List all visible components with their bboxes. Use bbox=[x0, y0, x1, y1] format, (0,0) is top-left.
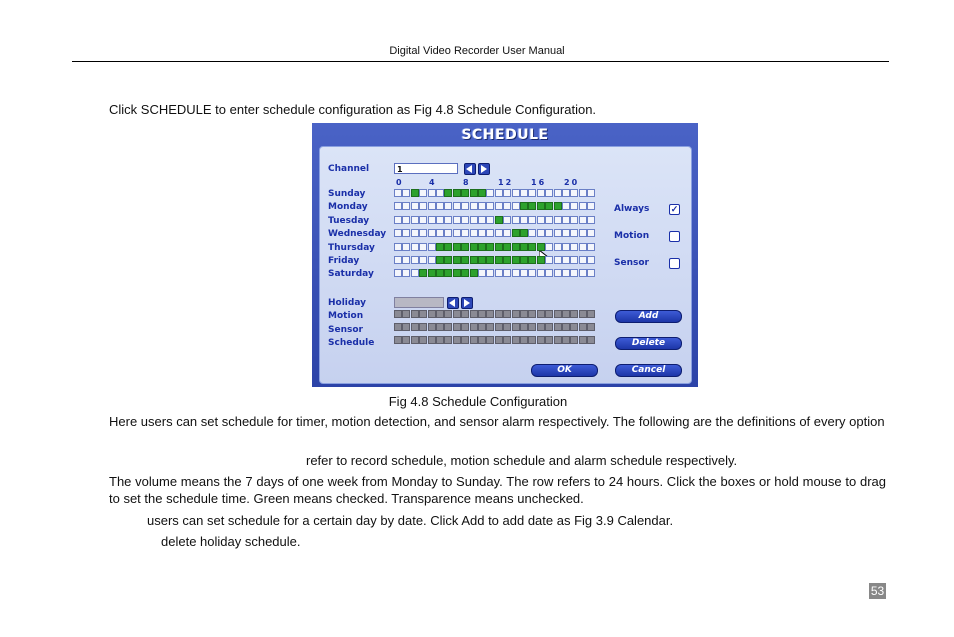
schedule-cell[interactable] bbox=[537, 256, 545, 264]
arrow-right-icon bbox=[463, 299, 471, 307]
schedule-cell[interactable] bbox=[587, 202, 595, 210]
schedule-cell[interactable] bbox=[402, 243, 410, 251]
schedule-cell[interactable] bbox=[545, 189, 553, 197]
schedule-cell[interactable] bbox=[570, 256, 578, 264]
schedule-cell[interactable] bbox=[411, 202, 419, 210]
schedule-cell[interactable] bbox=[394, 202, 402, 210]
schedule-cell[interactable] bbox=[453, 269, 461, 277]
holiday-cell[interactable] bbox=[411, 310, 419, 318]
schedule-cell[interactable] bbox=[419, 243, 427, 251]
schedule-cell[interactable] bbox=[428, 202, 436, 210]
schedule-cell[interactable] bbox=[470, 269, 478, 277]
schedule-cell[interactable] bbox=[537, 216, 545, 224]
schedule-cell[interactable] bbox=[444, 229, 452, 237]
schedule-cell[interactable] bbox=[470, 202, 478, 210]
holiday-cell[interactable] bbox=[554, 336, 562, 344]
schedule-cell[interactable] bbox=[537, 202, 545, 210]
holiday-cell[interactable] bbox=[444, 336, 452, 344]
holiday-cell[interactable] bbox=[436, 323, 444, 331]
option-motion-label: Motion bbox=[614, 231, 650, 241]
schedule-cell[interactable] bbox=[453, 216, 461, 224]
schedule-cell[interactable] bbox=[486, 256, 494, 264]
paragraph-1: Here users can set schedule for timer, motion detection, and sensor alarm respectively. The following are the definitions of every option bbox=[109, 414, 885, 429]
schedule-cell[interactable] bbox=[528, 229, 536, 237]
schedule-cell[interactable] bbox=[554, 269, 562, 277]
holiday-cell[interactable] bbox=[453, 310, 461, 318]
holiday-cell[interactable] bbox=[428, 323, 436, 331]
holiday-cell[interactable] bbox=[486, 323, 494, 331]
hour-label: 8 bbox=[463, 178, 469, 187]
schedule-cell[interactable] bbox=[486, 229, 494, 237]
schedule-cell[interactable] bbox=[394, 216, 402, 224]
schedule-cell[interactable] bbox=[528, 202, 536, 210]
schedule-cell[interactable] bbox=[461, 202, 469, 210]
schedule-cell[interactable] bbox=[579, 243, 587, 251]
holiday-cell[interactable] bbox=[512, 310, 520, 318]
holiday-cell[interactable] bbox=[537, 310, 545, 318]
add-button[interactable]: Add bbox=[615, 310, 682, 323]
schedule-cell[interactable] bbox=[478, 189, 486, 197]
schedule-cell[interactable] bbox=[419, 269, 427, 277]
schedule-cell[interactable] bbox=[587, 269, 595, 277]
page-number: 53 bbox=[870, 584, 885, 598]
schedule-cell[interactable] bbox=[419, 189, 427, 197]
holiday-cell[interactable] bbox=[520, 336, 528, 344]
schedule-cell[interactable] bbox=[461, 229, 469, 237]
schedule-cell[interactable] bbox=[470, 243, 478, 251]
schedule-cell[interactable] bbox=[402, 189, 410, 197]
schedule-cell[interactable] bbox=[444, 269, 452, 277]
schedule-cell[interactable] bbox=[503, 229, 511, 237]
schedule-cell[interactable] bbox=[495, 256, 503, 264]
schedule-cell[interactable] bbox=[537, 243, 545, 251]
schedule-cell[interactable] bbox=[503, 202, 511, 210]
schedule-cell[interactable] bbox=[579, 216, 587, 224]
schedule-cell[interactable] bbox=[495, 269, 503, 277]
day-label: Friday bbox=[328, 256, 360, 266]
holiday-cell[interactable] bbox=[562, 336, 570, 344]
holiday-cell[interactable] bbox=[503, 323, 511, 331]
holiday-cell[interactable] bbox=[570, 323, 578, 331]
schedule-cell[interactable] bbox=[545, 229, 553, 237]
holiday-cell[interactable] bbox=[411, 323, 419, 331]
holiday-cell[interactable] bbox=[554, 310, 562, 318]
schedule-cell[interactable] bbox=[453, 202, 461, 210]
schedule-cell[interactable] bbox=[520, 202, 528, 210]
schedule-cell[interactable] bbox=[512, 189, 520, 197]
channel-label: Channel bbox=[328, 164, 370, 174]
schedule-cell[interactable] bbox=[528, 256, 536, 264]
schedule-cell[interactable] bbox=[411, 229, 419, 237]
holiday-motion-label: Motion bbox=[328, 311, 364, 321]
channel-next-button[interactable] bbox=[478, 163, 490, 175]
schedule-cell[interactable] bbox=[411, 216, 419, 224]
holiday-cell[interactable] bbox=[436, 310, 444, 318]
schedule-cell[interactable] bbox=[402, 202, 410, 210]
always-checkbox[interactable]: ✓ bbox=[670, 204, 679, 214]
schedule-cell[interactable] bbox=[587, 216, 595, 224]
schedule-cell[interactable] bbox=[402, 229, 410, 237]
holiday-cell[interactable] bbox=[495, 336, 503, 344]
schedule-cell[interactable] bbox=[520, 216, 528, 224]
holiday-cell[interactable] bbox=[520, 310, 528, 318]
holiday-cell[interactable] bbox=[512, 323, 520, 331]
holiday-cell[interactable] bbox=[419, 336, 427, 344]
schedule-cell[interactable] bbox=[503, 269, 511, 277]
schedule-cell[interactable] bbox=[545, 243, 553, 251]
holiday-cell[interactable] bbox=[495, 310, 503, 318]
schedule-cell[interactable] bbox=[562, 216, 570, 224]
hour-label: 16 bbox=[531, 178, 547, 187]
schedule-cell[interactable] bbox=[428, 256, 436, 264]
holiday-cell[interactable] bbox=[587, 310, 595, 318]
arrow-left-icon bbox=[466, 165, 474, 173]
holiday-cell[interactable] bbox=[453, 323, 461, 331]
channel-prev-button[interactable] bbox=[464, 163, 476, 175]
schedule-cell[interactable] bbox=[570, 229, 578, 237]
schedule-cell[interactable] bbox=[419, 216, 427, 224]
hour-label: 4 bbox=[429, 178, 435, 187]
schedule-cell[interactable] bbox=[512, 269, 520, 277]
schedule-cell[interactable] bbox=[587, 256, 595, 264]
schedule-cell[interactable] bbox=[478, 243, 486, 251]
schedule-cell[interactable] bbox=[461, 256, 469, 264]
holiday-cell[interactable] bbox=[453, 336, 461, 344]
schedule-cell[interactable] bbox=[503, 216, 511, 224]
holiday-cell[interactable] bbox=[394, 323, 402, 331]
schedule-cell[interactable] bbox=[512, 202, 520, 210]
schedule-cell[interactable] bbox=[562, 229, 570, 237]
holiday-cell[interactable] bbox=[444, 310, 452, 318]
sensor-checkbox[interactable] bbox=[669, 258, 680, 269]
holiday-cell[interactable] bbox=[495, 323, 503, 331]
holiday-cell[interactable] bbox=[528, 323, 536, 331]
holiday-cell[interactable] bbox=[537, 336, 545, 344]
schedule-cell[interactable] bbox=[470, 229, 478, 237]
schedule-cell[interactable] bbox=[402, 256, 410, 264]
schedule-cell[interactable] bbox=[436, 269, 444, 277]
schedule-cell[interactable] bbox=[436, 216, 444, 224]
schedule-cell[interactable] bbox=[428, 229, 436, 237]
holiday-cell[interactable] bbox=[411, 336, 419, 344]
delete-button[interactable]: Delete bbox=[615, 337, 682, 350]
schedule-cell[interactable] bbox=[579, 229, 587, 237]
holiday-cell[interactable] bbox=[394, 336, 402, 344]
schedule-cell[interactable] bbox=[579, 256, 587, 264]
holiday-cell[interactable] bbox=[503, 310, 511, 318]
schedule-cell[interactable] bbox=[537, 269, 545, 277]
schedule-cell[interactable] bbox=[579, 189, 587, 197]
schedule-cell[interactable] bbox=[461, 189, 469, 197]
hour-label: 0 bbox=[396, 178, 402, 187]
schedule-cell[interactable] bbox=[512, 216, 520, 224]
schedule-cell[interactable] bbox=[545, 216, 553, 224]
schedule-cell[interactable] bbox=[461, 269, 469, 277]
holiday-cell[interactable] bbox=[528, 336, 536, 344]
schedule-cell[interactable] bbox=[444, 256, 452, 264]
holiday-cell[interactable] bbox=[428, 310, 436, 318]
holiday-cell[interactable] bbox=[402, 310, 410, 318]
holiday-cell[interactable] bbox=[528, 310, 536, 318]
intro-text: Click SCHEDULE to enter schedule configuration as Fig 4.8 Schedule Configuration. bbox=[109, 102, 597, 117]
schedule-cell[interactable] bbox=[579, 269, 587, 277]
holiday-cell[interactable] bbox=[436, 336, 444, 344]
schedule-cell[interactable] bbox=[444, 202, 452, 210]
schedule-cell[interactable] bbox=[453, 256, 461, 264]
schedule-cell[interactable] bbox=[436, 243, 444, 251]
schedule-cell[interactable] bbox=[554, 256, 562, 264]
schedule-cell[interactable] bbox=[486, 243, 494, 251]
schedule-cell[interactable] bbox=[478, 229, 486, 237]
schedule-cell[interactable] bbox=[478, 202, 486, 210]
holiday-cell[interactable] bbox=[562, 310, 570, 318]
holiday-cell[interactable] bbox=[587, 323, 595, 331]
holiday-cell[interactable] bbox=[478, 323, 486, 331]
holiday-cell[interactable] bbox=[402, 336, 410, 344]
schedule-cell[interactable] bbox=[436, 229, 444, 237]
ok-button[interactable]: OK bbox=[531, 364, 598, 377]
schedule-cell[interactable] bbox=[570, 189, 578, 197]
schedule-cell[interactable] bbox=[512, 256, 520, 264]
schedule-cell[interactable] bbox=[402, 269, 410, 277]
schedule-cell[interactable] bbox=[562, 243, 570, 251]
holiday-schedule-label: Schedule bbox=[328, 338, 375, 348]
schedule-cell[interactable] bbox=[486, 189, 494, 197]
schedule-cell[interactable] bbox=[394, 243, 402, 251]
paragraph-2: refer to record schedule, motion schedule and alarm schedule respectively. bbox=[306, 453, 738, 468]
schedule-cell[interactable] bbox=[428, 269, 436, 277]
schedule-cell[interactable] bbox=[503, 256, 511, 264]
holiday-cell[interactable] bbox=[470, 310, 478, 318]
paragraph-5: delete holiday schedule. bbox=[161, 534, 301, 549]
day-label: Monday bbox=[328, 202, 368, 213]
holiday-cell[interactable] bbox=[545, 310, 553, 318]
holiday-prev-button[interactable] bbox=[447, 297, 459, 309]
hour-label: 12 bbox=[498, 178, 514, 187]
holiday-label: Holiday bbox=[328, 298, 366, 308]
holiday-next-button[interactable] bbox=[461, 297, 473, 309]
holiday-date-input[interactable] bbox=[394, 297, 444, 308]
schedule-cell[interactable] bbox=[562, 202, 570, 210]
schedule-cell[interactable] bbox=[495, 229, 503, 237]
schedule-cell[interactable] bbox=[444, 189, 452, 197]
holiday-cell[interactable] bbox=[461, 323, 469, 331]
schedule-cell[interactable] bbox=[587, 189, 595, 197]
holiday-cell[interactable] bbox=[562, 323, 570, 331]
schedule-cell[interactable] bbox=[486, 202, 494, 210]
schedule-cell[interactable] bbox=[528, 216, 536, 224]
schedule-cell[interactable] bbox=[495, 202, 503, 210]
holiday-cell[interactable] bbox=[428, 336, 436, 344]
schedule-cell[interactable] bbox=[503, 243, 511, 251]
schedule-cell[interactable] bbox=[520, 189, 528, 197]
schedule-cell[interactable] bbox=[554, 229, 562, 237]
holiday-cell[interactable] bbox=[486, 310, 494, 318]
paragraph-3: The volume means the 7 days of one week from Monday to Sunday. The row refers to 24 hours. Click the boxes or hold mouse to drag to set the schedule time. Green means checked. Transparence means unchecked. bbox=[109, 474, 886, 506]
schedule-cell[interactable] bbox=[394, 189, 402, 197]
schedule-cell[interactable] bbox=[411, 256, 419, 264]
day-label: Thursday bbox=[328, 242, 375, 253]
schedule-cell[interactable] bbox=[444, 243, 452, 251]
holiday-cell[interactable] bbox=[570, 336, 578, 344]
schedule-cell[interactable] bbox=[587, 243, 595, 251]
schedule-cell[interactable] bbox=[520, 256, 528, 264]
schedule-cell[interactable] bbox=[512, 229, 520, 237]
day-label: Wednesday bbox=[328, 229, 387, 240]
schedule-cell[interactable] bbox=[478, 269, 486, 277]
running-header: Digital Video Recorder User Manual bbox=[389, 45, 565, 57]
paragraph-4: users can set schedule for a certain day by date. Click Add to add date as Fig 3.9 Calendar. bbox=[147, 513, 674, 528]
header-rule bbox=[72, 61, 889, 62]
holiday-cell[interactable] bbox=[470, 336, 478, 344]
schedule-cell[interactable] bbox=[436, 256, 444, 264]
day-label: Saturday bbox=[328, 269, 374, 280]
schedule-cell[interactable] bbox=[436, 202, 444, 210]
schedule-cell[interactable] bbox=[545, 256, 553, 264]
day-label: Sunday bbox=[328, 189, 366, 199]
schedule-cell[interactable] bbox=[428, 243, 436, 251]
holiday-cell[interactable] bbox=[579, 310, 587, 318]
schedule-cell[interactable] bbox=[495, 189, 503, 197]
channel-input[interactable]: 1 bbox=[394, 163, 458, 174]
option-always-label: Always bbox=[614, 204, 650, 214]
holiday-cell[interactable] bbox=[444, 323, 452, 331]
schedule-cell[interactable] bbox=[579, 202, 587, 210]
holiday-cell[interactable] bbox=[570, 310, 578, 318]
holiday-cell[interactable] bbox=[402, 323, 410, 331]
holiday-sensor-label: Sensor bbox=[328, 325, 363, 335]
holiday-cell[interactable] bbox=[478, 310, 486, 318]
schedule-cell[interactable] bbox=[554, 216, 562, 224]
schedule-cell[interactable] bbox=[470, 216, 478, 224]
schedule-cell[interactable] bbox=[461, 243, 469, 251]
schedule-cell[interactable] bbox=[402, 216, 410, 224]
schedule-cell[interactable] bbox=[562, 189, 570, 197]
schedule-cell[interactable] bbox=[570, 202, 578, 210]
schedule-cell[interactable] bbox=[486, 216, 494, 224]
holiday-cell[interactable] bbox=[503, 336, 511, 344]
holiday-cell[interactable] bbox=[520, 323, 528, 331]
holiday-cell[interactable] bbox=[394, 310, 402, 318]
holiday-cell[interactable] bbox=[587, 336, 595, 344]
schedule-cell[interactable] bbox=[570, 269, 578, 277]
cancel-button[interactable]: Cancel bbox=[615, 364, 682, 377]
schedule-cell[interactable] bbox=[528, 189, 536, 197]
schedule-cell[interactable] bbox=[394, 229, 402, 237]
schedule-cell[interactable] bbox=[587, 229, 595, 237]
schedule-cell[interactable] bbox=[419, 256, 427, 264]
schedule-cell[interactable] bbox=[478, 216, 486, 224]
holiday-cell[interactable] bbox=[461, 310, 469, 318]
schedule-cell[interactable] bbox=[512, 243, 520, 251]
schedule-cell[interactable] bbox=[554, 243, 562, 251]
holiday-cell[interactable] bbox=[554, 323, 562, 331]
schedule-cell[interactable] bbox=[554, 202, 562, 210]
holiday-cell[interactable] bbox=[579, 323, 587, 331]
schedule-cell[interactable] bbox=[461, 216, 469, 224]
motion-checkbox[interactable] bbox=[669, 231, 680, 242]
option-sensor-label: Sensor bbox=[614, 258, 649, 268]
schedule-cell[interactable] bbox=[444, 216, 452, 224]
holiday-cell[interactable] bbox=[545, 336, 553, 344]
schedule-cell[interactable] bbox=[495, 243, 503, 251]
schedule-cell[interactable] bbox=[436, 189, 444, 197]
schedule-cell[interactable] bbox=[486, 269, 494, 277]
schedule-cell[interactable] bbox=[545, 202, 553, 210]
holiday-cell[interactable] bbox=[470, 323, 478, 331]
holiday-cell[interactable] bbox=[537, 323, 545, 331]
schedule-cell[interactable] bbox=[562, 256, 570, 264]
schedule-cell[interactable] bbox=[428, 189, 436, 197]
schedule-cell[interactable] bbox=[478, 256, 486, 264]
schedule-cell[interactable] bbox=[570, 243, 578, 251]
schedule-cell[interactable] bbox=[470, 189, 478, 197]
schedule-title: SCHEDULE bbox=[461, 127, 549, 143]
schedule-cell[interactable] bbox=[495, 216, 503, 224]
schedule-cell[interactable] bbox=[520, 243, 528, 251]
holiday-cell[interactable] bbox=[419, 323, 427, 331]
schedule-cell[interactable] bbox=[520, 229, 528, 237]
schedule-cell[interactable] bbox=[537, 229, 545, 237]
schedule-cell[interactable] bbox=[528, 243, 536, 251]
schedule-cell[interactable] bbox=[419, 229, 427, 237]
holiday-cell[interactable] bbox=[461, 336, 469, 344]
hour-label: 20 bbox=[564, 178, 580, 187]
schedule-cell[interactable] bbox=[520, 269, 528, 277]
schedule-cell[interactable] bbox=[528, 269, 536, 277]
schedule-cell[interactable] bbox=[470, 256, 478, 264]
holiday-cell[interactable] bbox=[478, 336, 486, 344]
schedule-screenshot bbox=[312, 123, 698, 387]
holiday-cell[interactable] bbox=[579, 336, 587, 344]
schedule-cell[interactable] bbox=[411, 189, 419, 197]
holiday-cell[interactable] bbox=[545, 323, 553, 331]
schedule-cell[interactable] bbox=[394, 269, 402, 277]
arrow-left-icon bbox=[449, 299, 457, 307]
holiday-cell[interactable] bbox=[419, 310, 427, 318]
day-label: Tuesday bbox=[328, 215, 370, 226]
schedule-cell[interactable] bbox=[428, 216, 436, 224]
holiday-cell[interactable] bbox=[486, 336, 494, 344]
schedule-cell[interactable] bbox=[411, 269, 419, 277]
schedule-cell[interactable] bbox=[545, 269, 553, 277]
schedule-cell[interactable] bbox=[554, 189, 562, 197]
holiday-cell[interactable] bbox=[512, 336, 520, 344]
schedule-cell[interactable] bbox=[411, 243, 419, 251]
schedule-cell[interactable] bbox=[562, 269, 570, 277]
schedule-cell[interactable] bbox=[453, 189, 461, 197]
schedule-cell[interactable] bbox=[537, 189, 545, 197]
arrow-right-icon bbox=[480, 165, 488, 173]
figure-caption: Fig 4.8 Schedule Configuration bbox=[388, 394, 568, 409]
schedule-cell[interactable] bbox=[419, 202, 427, 210]
schedule-cell[interactable] bbox=[394, 256, 402, 264]
schedule-cell[interactable] bbox=[453, 229, 461, 237]
schedule-cell[interactable] bbox=[453, 243, 461, 251]
schedule-cell[interactable] bbox=[570, 216, 578, 224]
schedule-cell[interactable] bbox=[503, 189, 511, 197]
